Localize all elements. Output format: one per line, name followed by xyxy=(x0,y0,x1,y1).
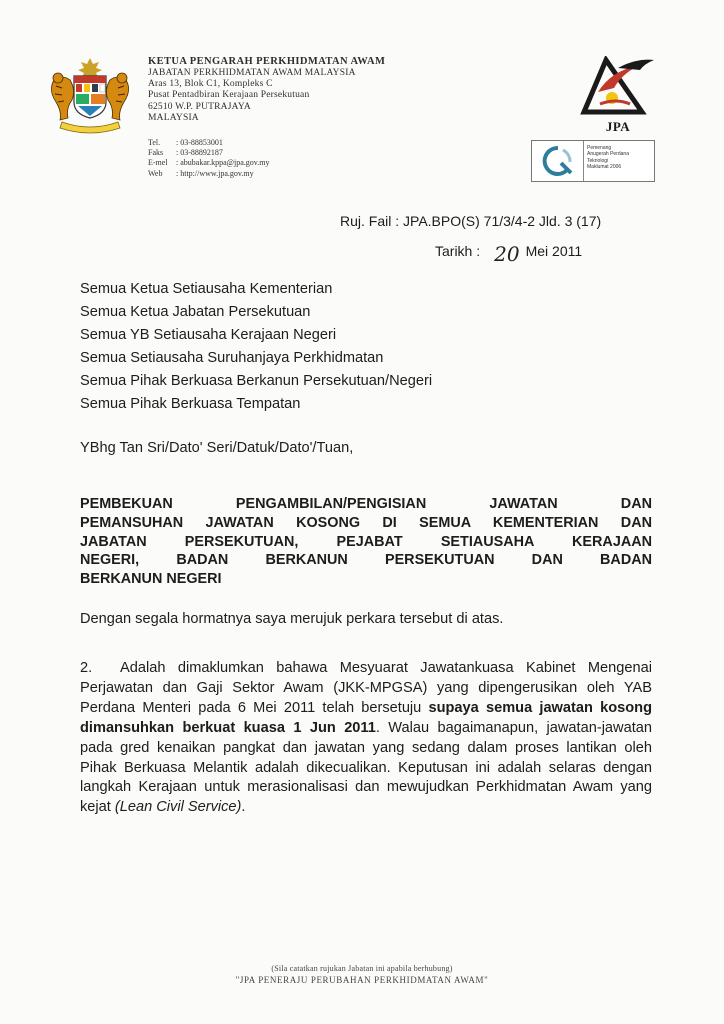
intro-paragraph: Dengan segala hormatnya saya merujuk perkara tersebut di atas. xyxy=(80,611,504,627)
contact-value: : 03-88892187 xyxy=(176,148,223,158)
award-text xyxy=(584,141,654,181)
contact-label: Faks xyxy=(148,148,164,158)
award-line: Pemenang xyxy=(587,145,612,151)
contact-web xyxy=(148,169,448,179)
paragraph-2 xyxy=(80,659,652,818)
letter-footer xyxy=(0,964,724,985)
address-line: 62510 W.P. PUTRAJAYA xyxy=(148,101,251,112)
award-line: Anugerah Perdana xyxy=(587,151,629,158)
contact-label: E-mel xyxy=(148,158,168,168)
date-month-year: Mei 2011 xyxy=(525,243,583,259)
date-day-handwritten: 20 xyxy=(494,242,520,266)
letter-subject xyxy=(80,495,652,589)
recipient-line: Semua Ketua Setiausaha Kementerian xyxy=(80,281,333,297)
paragraph-text: . xyxy=(241,799,246,816)
paragraph-number: 2. xyxy=(80,660,93,676)
organisation-header xyxy=(148,56,448,124)
paragraph-text: Adalah dimaklumkan bahawa Mesyuarat Jawatankuasa Kabinet Mengenai Perjawatan dan Gaji Sektor Awam (JKK-MPGSA) yang dipengerusikan oleh YAB Perdana Menteri pada 6 Mei 2011 telah bersetuju xyxy=(80,660,652,716)
award-q-area xyxy=(532,141,584,181)
jpa-logo-icon xyxy=(578,56,658,116)
recipient-line: Semua Pihak Berkuasa Berkanun Persekutuan/Negeri xyxy=(80,373,433,389)
malaysia-coat-of-arms-icon xyxy=(44,56,136,134)
address-line: JABATAN PERKHIDMATAN AWAM MALAYSIA xyxy=(148,68,356,78)
recipient-line: Semua Ketua Jabatan Persekutuan xyxy=(80,304,311,320)
contact-phone xyxy=(148,138,448,148)
contact-value: : abubakar.kppa@jpa.gov.my xyxy=(176,158,270,168)
contact-fax xyxy=(148,148,448,158)
recipient-line: Semua Setiausaha Suruhanjaya Perkhidmatan xyxy=(80,350,384,366)
footer-note: (Sila catatkan rujukan Jabatan ini apabila berhubung) xyxy=(271,964,453,973)
address-line: MALAYSIA xyxy=(148,112,199,123)
contact-label: Tel. xyxy=(148,138,161,147)
contact-value: : http://www.jpa.gov.my xyxy=(176,168,254,178)
jpa-logo-text: JPA xyxy=(605,119,631,134)
recipient-list xyxy=(80,278,640,416)
subject-line: JABATAN PERSEKUTUAN, PEJABAT SETIAUSAHA KERAJAAN xyxy=(80,533,652,550)
contact-value: : 03-88853001 xyxy=(176,138,223,147)
subject-line: NEGERI, BADAN BERKANUN PERSEKUTUAN DAN BADAN xyxy=(80,552,652,569)
award-line: Teknologi xyxy=(587,157,609,164)
subject-line: PEMBEKUAN PENGAMBILAN/PENGISIAN JAWATAN DAN xyxy=(80,496,652,512)
paragraph-bold-text: supaya semua jawatan kosong dimansuhkan berkuat kuasa 1 Jun 2011 xyxy=(80,699,652,736)
address-line: Aras 13, Blok C1, Kompleks C xyxy=(148,79,273,90)
subject-line: PEMANSUHAN JAWATAN KOSONG DI SEMUA KEMENTERIAN DAN xyxy=(80,514,652,531)
date-label: Tarikh : xyxy=(435,243,481,259)
paragraph-text: . Walau bagaimanapun, jawatan-jawatan pada gred kenaikan pangkat dan jawatan yang sedang dalam proses lantikan oleh Pihak Berkuasa Melantik adalah dikecualikan. Keputusan ini adalah selaras dengan langkah Kerajaan untuk merasionalisasi dan mewujudkan Perkhidmatan Awam yang kejat xyxy=(80,719,652,816)
subject-line: BERKANUN NEGERI xyxy=(80,571,222,588)
contact-email xyxy=(148,158,448,168)
salutation: YBhg Tan Sri/Dato' Seri/Datuk/Dato'/Tuan, xyxy=(80,440,354,456)
paragraph-italic-text: (Lean Civil Service) xyxy=(114,799,242,816)
contact-block xyxy=(148,138,448,179)
award-badge xyxy=(531,140,655,182)
q-quality-award-icon xyxy=(541,145,575,177)
letter-date xyxy=(435,237,583,266)
award-line: Maklumat 2006 xyxy=(587,164,622,171)
recipient-line: Semua Pihak Berkuasa Tempatan xyxy=(80,396,301,412)
contact-label: Web xyxy=(148,168,163,178)
footer-motto: "JPA PENERAJU PERUBAHAN PERKHIDMATAN AWAM" xyxy=(235,975,489,985)
org-title: KETUA PENGARAH PERKHIDMATAN AWAM xyxy=(148,56,386,67)
recipient-line: Semua YB Setiausaha Kerajaan Negeri xyxy=(80,327,337,343)
address-line: Pusat Pentadbiran Kerajaan Persekutuan xyxy=(148,90,310,101)
file-reference: Ruj. Fail : JPA.BPO(S) 71/3/4-2 Jld. 3 (17) xyxy=(340,213,602,229)
